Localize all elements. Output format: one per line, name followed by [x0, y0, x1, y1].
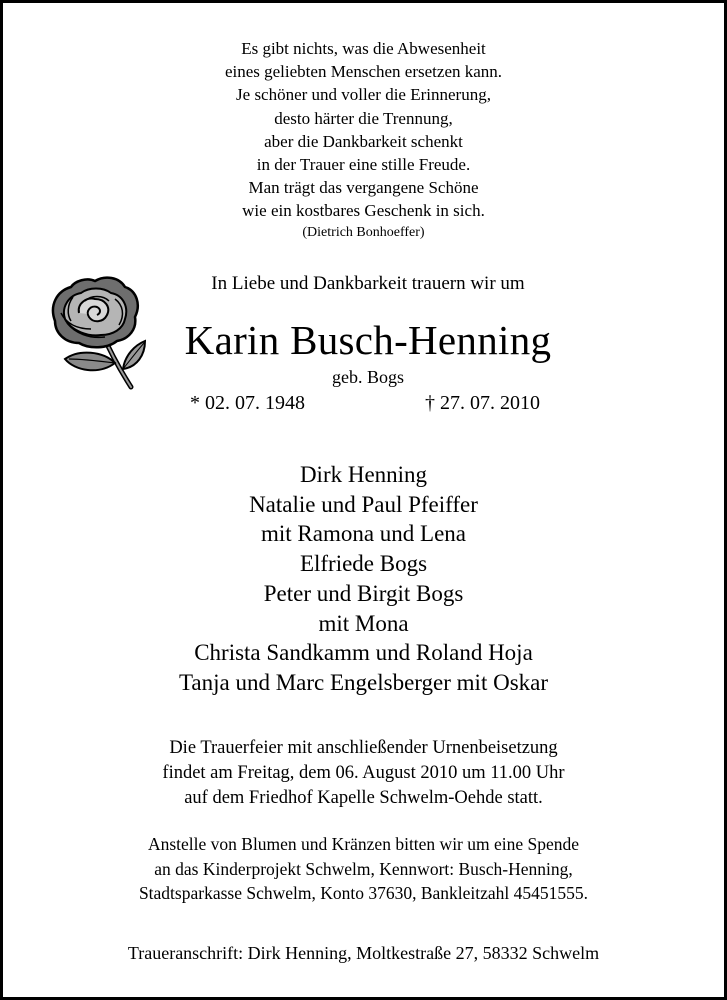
mourner-line: Peter und Birgit Bogs — [263, 580, 464, 606]
donation-info — [3, 832, 724, 906]
birth-date: * 02. 07. 1948 — [190, 392, 305, 414]
donation-line: Anstelle von Blumen und Kränzen bitten wir um eine Spende — [147, 834, 580, 854]
mourner-line: mit Mona — [318, 610, 409, 636]
mourner-line: mit Ramona und Lena — [260, 521, 467, 547]
poem-line: Je schöner und voller die Erinnerung, — [236, 85, 491, 105]
mourning-address: Traueranschrift: Dirk Henning, Moltkestraße 27, 58332 Schwelm — [127, 943, 600, 963]
poem-line: Es gibt nichts, was die Abwesenheit — [241, 39, 486, 58]
poem — [3, 37, 724, 242]
death-date: † 27. 07. 2010 — [425, 392, 540, 414]
deceased-name: Karin Busch-Henning — [184, 317, 552, 363]
mourner-line: Tanja und Marc Engelsberger mit Oskar — [178, 669, 549, 695]
maiden-name: geb. Bogs — [332, 367, 404, 387]
poem-author: (Dietrich Bonhoeffer) — [302, 224, 425, 240]
intro-text: In Liebe und Dankbarkeit trauern wir um — [211, 273, 525, 294]
mourner-line: Christa Sandkamm und Roland Hoja — [194, 640, 533, 666]
poem-line: wie ein kostbares Geschenk in sich. — [242, 201, 485, 221]
poem-line: eines geliebten Menschen ersetzen kann. — [224, 62, 503, 82]
mourner-line: Natalie und Paul Pfeiffer — [249, 491, 478, 517]
poem-line: desto härter die Trennung, — [274, 108, 453, 128]
donation-line: an das Kinderprojekt Schwelm, Kennwort: Busch-Henning, — [154, 858, 573, 879]
mourners-list — [3, 460, 724, 698]
service-line: Die Trauerfeier mit anschließender Urnenbeisetzung — [169, 738, 558, 758]
donation-line: Stadtsparkasse Schwelm, Konto 37630, Bankleitzahl 45451555. — [138, 883, 589, 903]
poem-line: in der Trauer eine stille Freude. — [256, 155, 471, 175]
mourner-line: Dirk Henning — [299, 462, 428, 487]
service-info — [3, 736, 724, 811]
poem-line: Man trägt das vergangene Schöne — [248, 178, 479, 198]
service-line: findet am Freitag, dem 06. August 2010 um 11.00 Uhr — [162, 763, 565, 783]
service-line: auf dem Friedhof Kapelle Schwelm-Oehde statt. — [184, 788, 543, 808]
poem-line: aber die Dankbarkeit schenkt — [264, 131, 463, 151]
mourner-line: Elfriede Bogs — [299, 551, 428, 577]
